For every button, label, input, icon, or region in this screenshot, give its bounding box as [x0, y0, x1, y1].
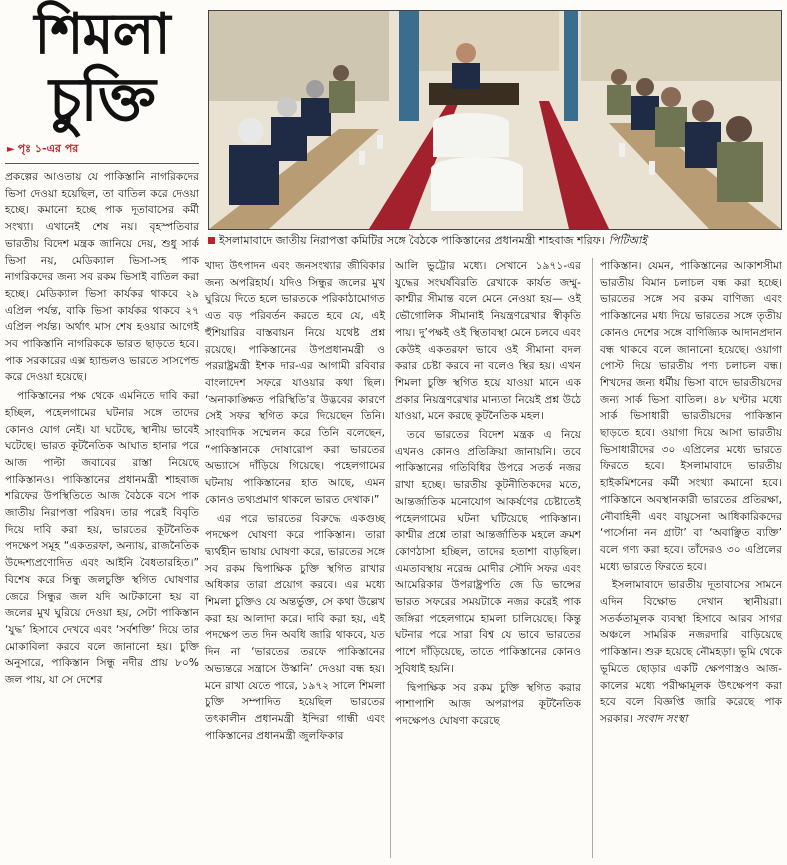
paragraph: পাকিস্তানের পক্ষ থেকে এমনিতে দাবি করা হচ্ছিল, পহেলগামের ঘটনার সঙ্গে তাদের কোনও যোগ নেই। যা ঘটেছে, স্থানীয় ভাবেই ঘটেছে। ভারত কূটনৈতিক আঘাত হানার পরে আজ পাল্টা জবাবের রাস্তা নিয়েছে পাকিস্তানও। পাকিস্তানের প্রধানমন্ত্রী শাহবাজ শরিফের উপস্থিতিতে আজ বৈঠকে বসে পাক জাতীয় নিরাপত্তা পরিষদ। তার পরেই বিবৃতি দিয়ে দাবি করা হয়, ভারতের কূটনৈতিক পদক্ষেপ সমূহ “একতরফা, অন্যায়, রাজনৈতিক উদ্দেশ্যপ্রণোদিত এবং আইনি বৈধতারহিত।” বিশেষ করে সিন্ধু জলচুক্তি স্থগিত ঘোষণার জেরে সিন্ধুর জল যদি আটকানো হয় বা জলের মুখ ঘুরিয়ে দেওয়া হয়, সেটা পাকিস্তান ‘যুদ্ধ’ হিসাবে দেখবে এবং ‘সর্বশক্তি’ দিয়ে তার মোকাবিলা করবে বলে জানানো হয়। চুক্তি অনুসারে, পাকিস্তান সিন্ধু নদীর প্রায় ৮০% জল পায়, যা সে দেশের — [5, 390, 199, 687]
news-photo — [208, 10, 782, 230]
paragraph: তবে ভারতের বিদেশ মন্ত্রক এ নিয়ে এখনও কোনও প্রতিক্রিয়া জানায়নি। তবে পাকিস্তানের গতিবিধির উপরে সতর্ক নজর রাখা হচ্ছে। ভারতীয় কূটনীতিকদের মতে, আন্তর্জাতিক মনোযোগ আকর্ষণের চেষ্টাতেই পহেলগামের ঘটনা ঘটিয়েছে পাকিস্তান। কাশ্মীর প্রশ্নে তারা আন্তর্জাতিক মহলে ক্রমশ কোণঠাসা হচ্ছিল, তাদের হতাশা বাড়ছিল। এমতাবস্থায় নরেন্দ্র মোদীর সৌদি সফর এবং আমেরিকার উপরাষ্ট্রপতি জে ডি ভান্সের ভারত সফরের সময়টাকে নজর করেই পাক জঙ্গিরা পহেলগামে হামলা চালিয়েছে। কিন্তু ঘটনার পরে সারা বিশ্ব যে ভাবে ভারতের পাশে দাঁড়িয়েছে, তাতে পাকিস্তানের কোনও সুবিধাই হয়নি। — [395, 429, 581, 675]
continued-from — [5, 140, 199, 159]
meeting-photo-illustration — [209, 11, 781, 229]
article-column-2 — [205, 258, 385, 744]
article-column-4 — [600, 258, 782, 728]
column-divider — [390, 258, 391, 858]
paragraph — [600, 577, 782, 727]
paragraph: খাদ্য উৎপাদন এবং জনসংখ্যার জীবিকার জন্য অপরিহার্য। যদিও সিন্ধুর জলের মুখ ঘুরিয়ে দিতে হলে ভারতকে পরিকাঠামোগত এত বড় পরিবর্তন করতে হবে যে, এই হুঁশিয়ারির বাস্তবায়ন নিয়ে যথেষ্ট প্রশ্ন রয়েছে। পাকিস্তানের উপপ্রধানমন্ত্রী ও পররাষ্ট্রমন্ত্রী ইশক দার-এর আগামী রবিবার বাংলাদেশ সফরে যাওয়ার কথা ছিল। ‘অনাকাঙ্ক্ষিত পরিস্থিতি’র উদ্ভবের কারণে সেই সফর স্থগিত করে দিয়েছেন তিনি। সাংবাদিক সম্মেলন করে তিনি বলেছেন, “পাকিস্তানকে দোষারোপ করা ভারতের অভ্যাসে দাঁড়িয়ে গিয়েছে। পহেলগামের ঘটনায় পাকিস্তানের হাত আছে, এমন কোনও তথ্যপ্রমাণ থাকলে ভারত দেখাক।” — [205, 260, 385, 506]
photo-credit: পিটিআই — [608, 234, 648, 247]
column-divider — [592, 258, 593, 858]
headline-line-2: চুক্তি — [49, 65, 155, 135]
photo-caption — [208, 232, 780, 249]
play-arrow-icon: ► — [7, 144, 15, 155]
headline-line-1: শিমলা — [34, 1, 170, 67]
article-column-3 — [395, 258, 581, 730]
caption-text: ইসলামাবাদে জাতীয় নিরাপত্তা কমিটির সঙ্গে বৈঠকে পাকিস্তানের প্রধানমন্ত্রী শাহবাজ শরিফ। — [219, 234, 605, 247]
paragraph: দ্বিপাক্ষিক সব রকম চুক্তি স্থগিত করার পাশাপাশি আজ অপরাপর কূটনৈতিক পদক্ষেপও ঘোষণা করেছে — [395, 681, 581, 727]
divider — [5, 163, 199, 164]
agency-credit: সংবাদ সংস্থা — [636, 712, 688, 725]
continued-from-label: পৃঃ ১-এর পর — [17, 142, 79, 155]
left-column — [5, 0, 199, 689]
article-column-1 — [5, 169, 199, 689]
paragraph: পাকিস্তান। যেমন, পাকিস্তানের আকাশসীমা ভারতীয় বিমান চলাচল বন্ধ করা হচ্ছে। ভারতের সঙ্গে সব রকম বাণিজ্য এবং পাকিস্তানের মধ্য দিয়ে ভারতের সঙ্গে তৃতীয় কোনও দেশের সঙ্গে বাণিজ্যিক আদানপ্রদান বন্ধ থাকবে বলে জানানো হয়েছে। ওয়াগা পোস্ট দিয়ে ভারতীয় পণ্য চলাচল বন্ধ। শিখদের জন্য ধর্মীয় ভিসা বাদে ভারতীয়দের জন্য সার্ক ভিসা বাতিল। ৪৮ ঘণ্টার মধ্যে সার্ক ভিসাধারী ভারতীয়দের পাকিস্তান ছাড়তে হবে। ওয়াগা দিয়ে আসা ভারতীয় ভিসাধারীদের ৩০ এপ্রিলের মধ্যে ভারতে ফিরতে হবে। ইসলামাবাদে ভারতীয় হাইকমিশনের কর্মী সংখ্যা কমানো হবে। পাকিস্তানে অবস্থানকারী ভারতের প্রতিরক্ষা, নৌবাহিনী এবং বায়ুসেনা আধিকারিকদের ‘পার্সোনা নন গ্রাটা’ বা ‘অবাঞ্ছিত ব্যক্তি’ বলে গণ্য করা হবে। তাঁদেরও ৩০ এপ্রিলের মধ্যে ভারতে ফিরতে হবে। — [600, 260, 782, 573]
paragraph: এর পরে ভারতের বিরুদ্ধে একগুচ্ছ পদক্ষেপ ঘোষণা করে পাকিস্তান। তারা দ্ব্যর্থহীন ভাষায় ঘোষণা করে, ভারতের সঙ্গে সব রকম দ্বিপাক্ষিক চুক্তি স্থগিত রাখার অধিকার তারা প্রয়োগ করবে। এর মধ্যে শিমলা চুক্তিও যে অন্তর্ভুক্ত, সে কথা উল্লেখ করা হয় আলাদা করে। দাবি করা হয়, এই পদক্ষেপ তত দিন অবধি জারি থাকবে, যত দিন না ‘ভারতের তরফে পাকিস্তানের অভ্যন্তরে সন্ত্রাসে উস্কানি’ দেওয়া বন্ধ হয়। মনে রাখা যেতে পারে, ১৯৭২ সালে শিমলা চুক্তি সম্পাদিত হয়েছিল ভারতের তৎকালীন প্রধানমন্ত্রী ইন্দিরা গান্ধী এবং পাকিস্তানের প্রধানমন্ত্রী জুলফিকার — [205, 512, 385, 742]
bullet-square-icon — [208, 237, 215, 244]
paragraph-text: ইসলামাবাদে ভারতীয় দূতাবাসের সামনে এদিন বিক্ষোভ দেখান স্থানীয়রা। সতর্কতামূলক ব্যবস্থা হিসাবে আরব সাগর অঞ্চলে সামরিক নজরদারি বাড়িয়েছে পাকিস্তান। শুরু হয়েছে নৌমহড়া। ভূমি থেকে ভূমিতে ছোড়ার একটি ক্ষেপণাস্ত্রও আজ-কালের মধ্যে পরীক্ষামূলক উৎক্ষেপণ করা হবে বলে বিজ্ঞপ্তি জারি করেছে পাক সরকার। — [600, 579, 782, 725]
headline — [5, 1, 199, 135]
paragraph: প্রকল্পের আওতায় যে পাকিস্তানি নাগরিকদের ভিসা দেওয়া হয়েছিল, তা বাতিল করে দেওয়া হচ্ছে। কমানো হচ্ছে পাক দূতাবাসের কর্মী সংখ্যা। এখানেই শেষ নয়। বৃহস্পতিবার ভারতীয় বিদেশ মন্ত্রক জানিয়ে দেয়, শুধু সার্ক ভিসা নয়, মেডিক্যাল ভিসা-সহ পাক নাগরিকদের জন্য সব রকম ভিসাই বাতিল করা হচ্ছে। মেডিক্যাল ভিসা কার্যকর থাকবে ২৯ এপ্রিল পর্যন্ত, বাকি ভিসা কার্যকর থাকবে ২৭ এপ্রিল পর্যন্ত। অর্থাৎ মাস শেষ হওয়ার আগেই সব পাকিস্তানি নাগরিককে ভারত ছাড়তে হবে। পাক সরকারের এক্স হ্যান্ডলও ভারতে সাসপেন্ড করে দেওয়া হয়েছে। — [5, 171, 199, 384]
paragraph: আলি ভুট্টোর মধ্যে। সেখানে ১৯৭১-এর যুদ্ধের সংঘর্ষবিরতি রেখাকে কার্যত জম্মু-কাশ্মীর সীমান্ত বলে মেনে নেওয়া হয়— ওই ভৌগোলিক সীমানাই নিয়ন্ত্রণরেখার স্বীকৃতি পায়। দু’পক্ষই ওই স্থিতাবস্থা মেনে চলবে এবং কেউই একতরফা ভাবে ওই সীমানা বদল করার চেষ্টা করবে না বলেও স্থির হয়। এখন শিমলা চুক্তি স্থগিত হয়ে যাওয়া মানে এক প্রকার নিয়ন্ত্রণরেখার মান্যতা নিয়েই প্রশ্ন উঠে যাওয়া, মনে করছে কূটনৈতিক মহল। — [395, 260, 581, 423]
